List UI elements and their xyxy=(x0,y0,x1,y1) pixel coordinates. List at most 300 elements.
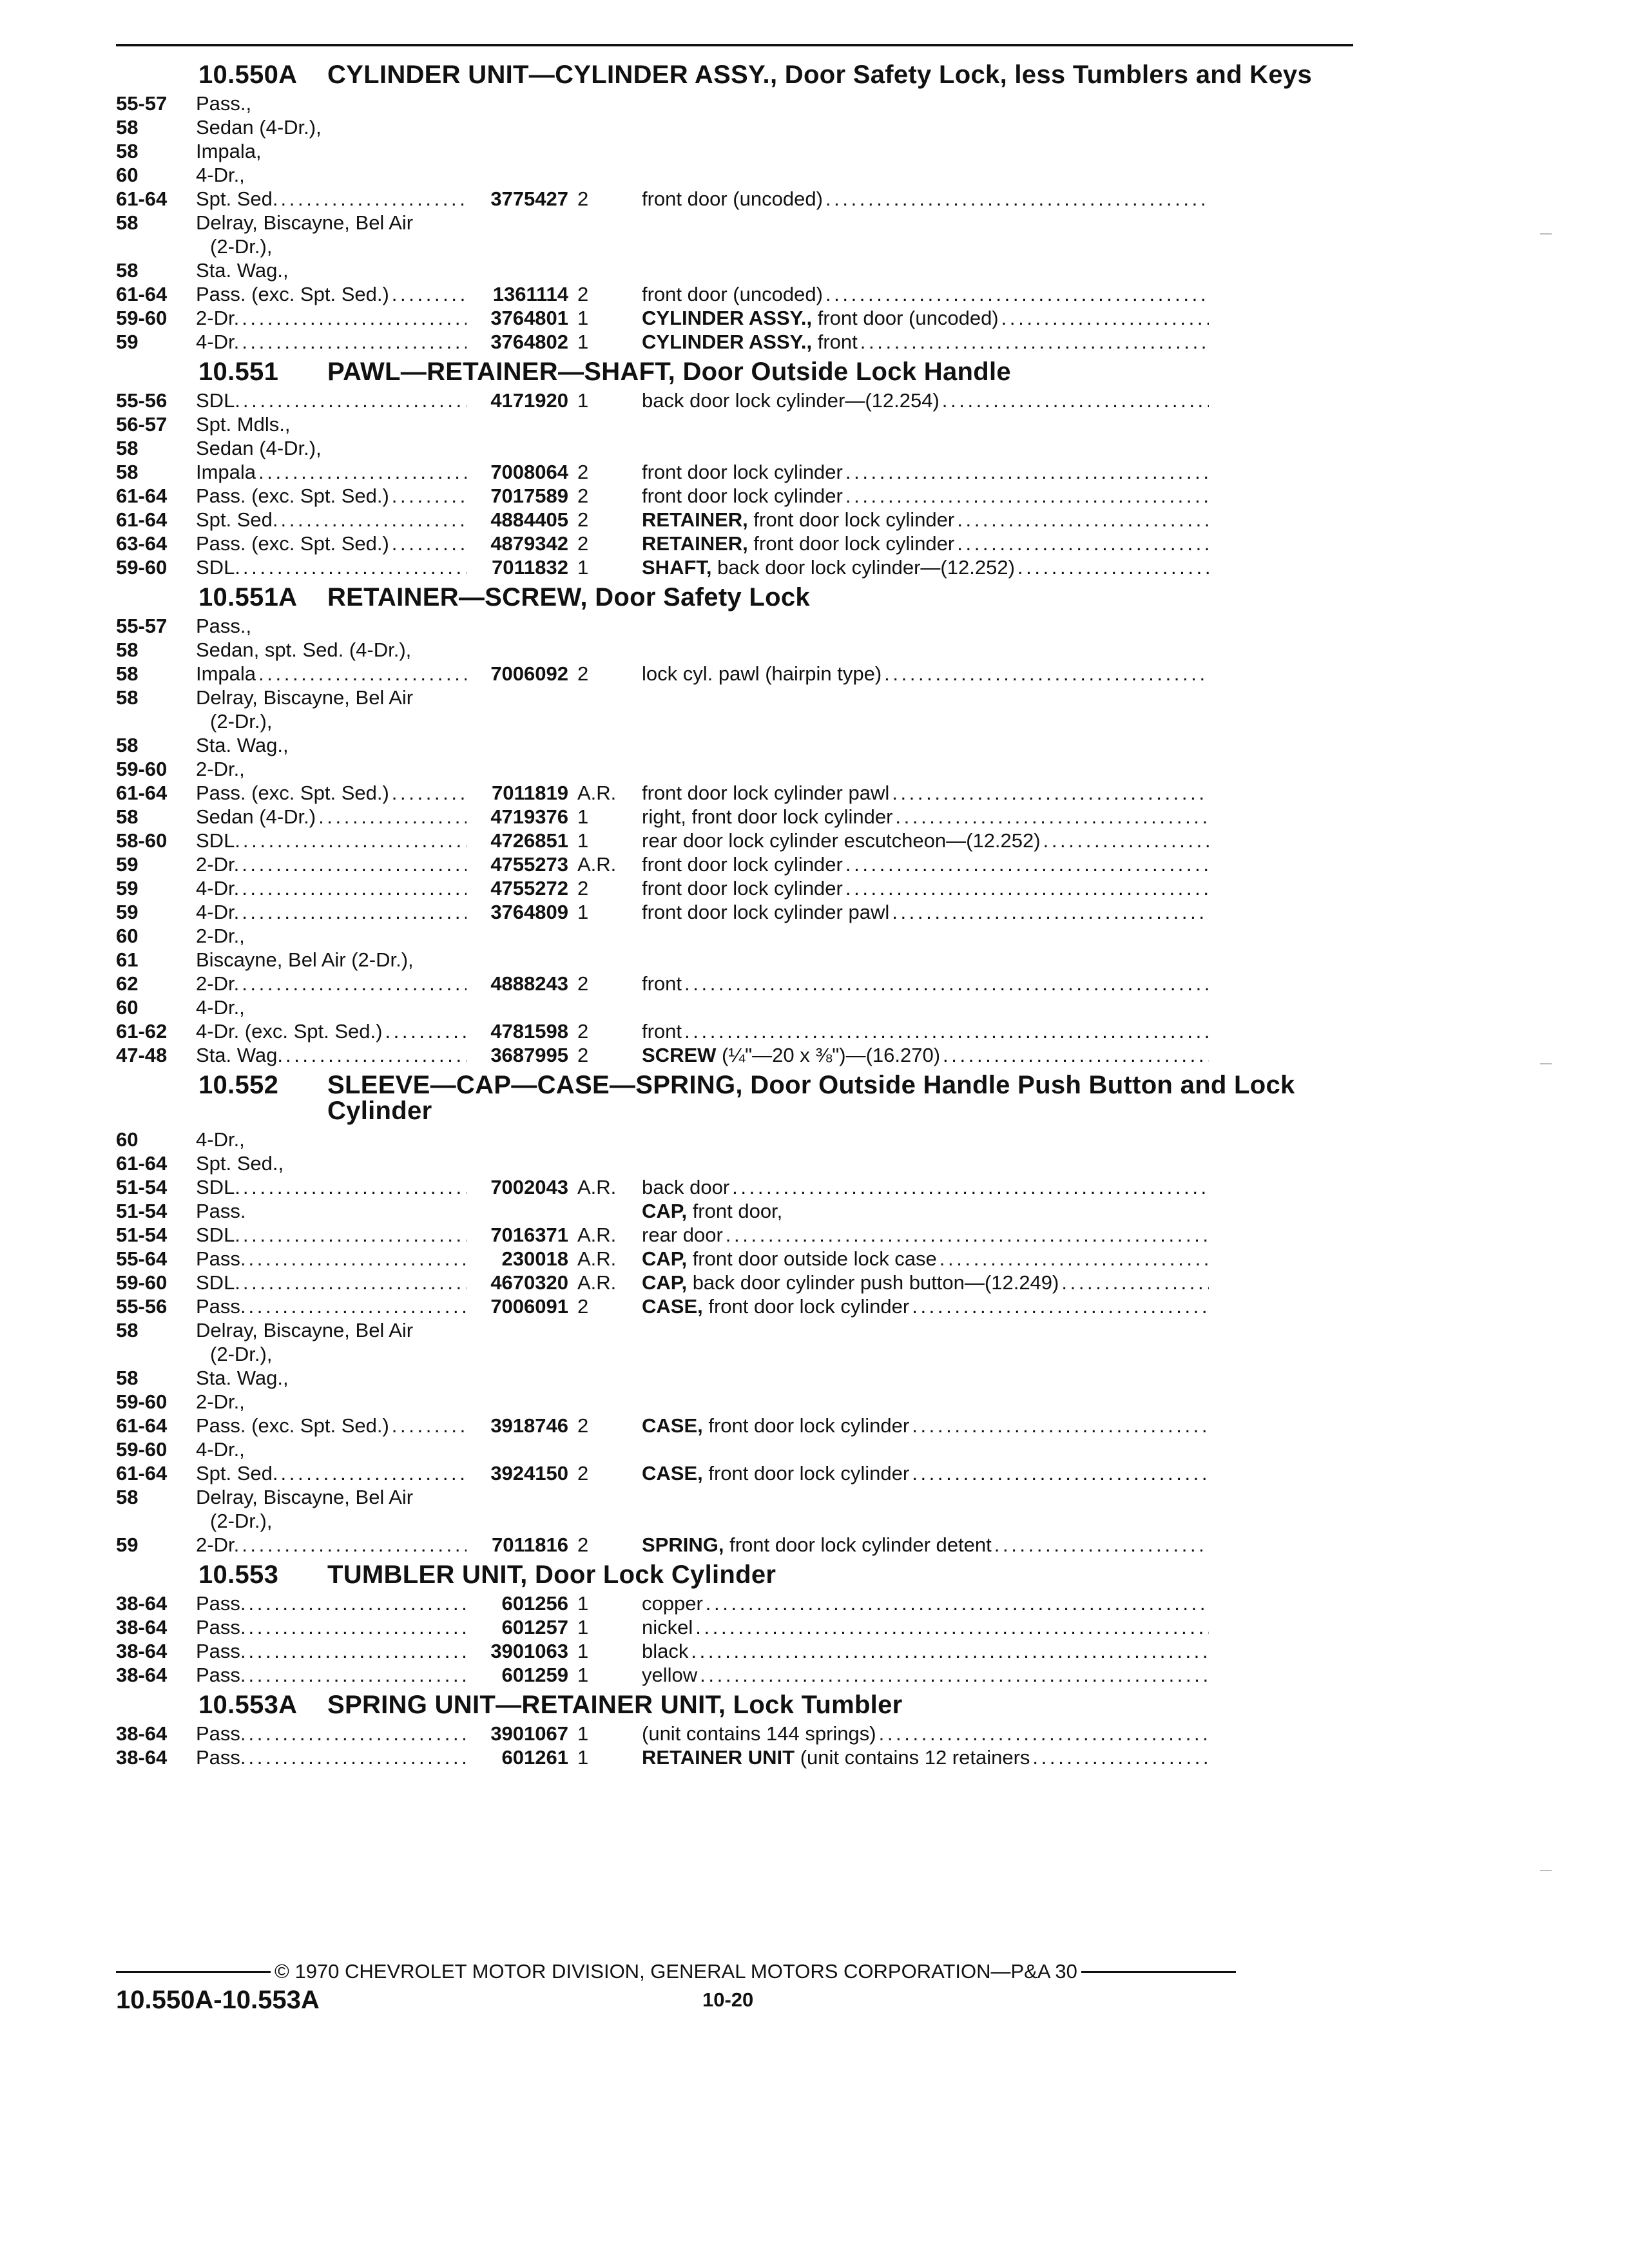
part-number xyxy=(467,1151,568,1175)
dot-leader xyxy=(249,1663,467,1687)
model-text: Sta. Wag., xyxy=(196,259,289,282)
quantity xyxy=(568,1485,625,1509)
part-description xyxy=(642,1722,1209,1745)
part-number xyxy=(467,709,568,733)
dot-leader xyxy=(416,211,467,235)
part-description xyxy=(642,115,1209,139)
description-detail: front door lock cylinder xyxy=(702,1414,910,1437)
model-years: 58 xyxy=(116,461,139,483)
model-years: 59-60 xyxy=(116,1438,168,1461)
model-application xyxy=(196,805,467,829)
part-description xyxy=(642,1175,1209,1199)
model-text: (2-Dr.), xyxy=(210,1343,273,1365)
model-application xyxy=(196,709,467,733)
description-detail: black xyxy=(642,1640,689,1662)
dot-leader xyxy=(242,1533,467,1557)
parts-row xyxy=(116,1745,1353,1769)
part-number xyxy=(467,1437,568,1461)
quantity: 1 xyxy=(577,805,589,828)
model-text: Pass. xyxy=(196,1247,246,1270)
description-text xyxy=(642,508,954,532)
model-application xyxy=(196,1615,467,1639)
part-number: 7016371 xyxy=(490,1224,568,1246)
model-application xyxy=(196,532,467,555)
dot-leader xyxy=(416,686,467,709)
quantity: 1 xyxy=(577,331,589,353)
quantity: 1 xyxy=(577,556,589,579)
quantity: 2 xyxy=(577,1295,589,1318)
part-number xyxy=(467,235,568,258)
description-detail: front door lock cylinder xyxy=(702,1295,910,1318)
model-years: 61-62 xyxy=(116,1020,168,1043)
quantity: 1 xyxy=(577,1722,589,1745)
model-text: SDL. xyxy=(196,556,240,579)
parts-row xyxy=(116,211,1353,235)
part-description xyxy=(642,412,1209,436)
part-description xyxy=(642,614,1209,638)
description-detail: front door outside lock case xyxy=(687,1247,937,1270)
quantity: 1 xyxy=(577,1746,589,1769)
part-number: 4670320 xyxy=(490,1271,568,1294)
part-description xyxy=(642,900,1209,924)
part-number: 3687995 xyxy=(490,1044,568,1066)
dot-leader xyxy=(247,1437,467,1461)
description-detail: front door lock cylinder xyxy=(747,508,955,531)
part-description xyxy=(642,1247,1209,1271)
part-description xyxy=(642,211,1209,235)
part-number: 3775427 xyxy=(490,187,568,210)
description-detail: right, front door lock cylinder xyxy=(642,805,893,828)
part-description xyxy=(642,1151,1209,1175)
parts-row xyxy=(116,1223,1353,1247)
model-text: Pass. xyxy=(196,1746,246,1769)
model-application xyxy=(196,115,467,139)
model-application xyxy=(196,187,467,211)
quantity xyxy=(568,211,625,235)
parts-row xyxy=(116,1533,1353,1557)
quantity: 2 xyxy=(577,461,589,483)
description-text xyxy=(642,829,1041,852)
model-years: 38-64 xyxy=(116,1664,168,1686)
description-text xyxy=(642,1414,909,1437)
dot-leader xyxy=(845,876,1209,900)
description-detail: front door (uncoded) xyxy=(642,283,823,305)
part-description xyxy=(642,306,1209,330)
parts-row xyxy=(116,258,1353,282)
description-detail: back door xyxy=(642,1176,730,1198)
description-keyword: RETAINER, xyxy=(642,508,748,531)
parts-row xyxy=(116,1247,1353,1271)
model-years: 63-64 xyxy=(116,532,168,555)
dot-leader xyxy=(392,282,467,306)
model-text: Sedan, spt. Sed. (4-Dr.), xyxy=(196,639,412,661)
dot-leader xyxy=(879,1722,1209,1745)
part-description xyxy=(642,805,1209,829)
parts-row xyxy=(116,1509,1353,1533)
model-years: 58 xyxy=(116,639,139,661)
model-text: Pass. xyxy=(196,1616,246,1639)
description-keyword: CASE, xyxy=(642,1414,703,1437)
part-number xyxy=(467,614,568,638)
quantity: 1 xyxy=(577,307,589,329)
description-keyword: SHAFT, xyxy=(642,556,712,579)
model-application xyxy=(196,1151,467,1175)
dot-leader xyxy=(416,1485,467,1509)
description-text xyxy=(642,1019,682,1043)
parts-row xyxy=(116,995,1353,1019)
dot-leader xyxy=(706,1591,1209,1615)
quantity xyxy=(568,1437,625,1461)
part-number: 7006091 xyxy=(490,1295,568,1318)
section-title: SLEEVE—CAP—CASE—SPRING, Door Outside Handle Push Button and Lock Cylinder xyxy=(327,1071,1295,1125)
parts-row xyxy=(116,662,1353,686)
section-heading xyxy=(116,1687,1353,1722)
dot-leader xyxy=(895,805,1209,829)
description-text xyxy=(642,389,940,412)
description-text xyxy=(642,1199,782,1223)
description-detail: rear door lock cylinder escutcheon—(12.252) xyxy=(642,829,1041,852)
quantity: 2 xyxy=(577,485,589,507)
model-years: 58 xyxy=(116,437,139,459)
quantity: 1 xyxy=(577,389,589,412)
model-years: 38-64 xyxy=(116,1592,168,1615)
dot-leader xyxy=(275,709,467,733)
model-application xyxy=(196,1199,467,1223)
part-number xyxy=(467,91,568,115)
dot-leader xyxy=(247,1128,467,1151)
model-application xyxy=(196,1485,467,1509)
description-text xyxy=(642,1745,1030,1769)
part-description xyxy=(642,1199,1209,1223)
model-years: 59-60 xyxy=(116,307,168,329)
model-application xyxy=(196,412,467,436)
dot-leader xyxy=(242,972,467,995)
description-text xyxy=(642,555,1015,579)
parts-row xyxy=(116,282,1353,306)
model-application xyxy=(196,1414,467,1437)
parts-row xyxy=(116,1639,1353,1663)
description-text xyxy=(642,876,843,900)
part-number: 3764809 xyxy=(490,901,568,923)
description-keyword: CAP, xyxy=(642,1247,688,1270)
part-number xyxy=(467,1342,568,1366)
model-text: Pass. xyxy=(196,1592,246,1615)
parts-row xyxy=(116,1722,1353,1745)
model-application xyxy=(196,829,467,852)
parts-row xyxy=(116,412,1353,436)
section-heading xyxy=(116,1067,1353,1128)
parts-row xyxy=(116,1366,1353,1390)
model-text: Spt. Sed. xyxy=(196,508,278,531)
model-text: Pass. (exc. Spt. Sed.) xyxy=(196,283,389,305)
part-number xyxy=(467,211,568,235)
part-description xyxy=(642,1437,1209,1461)
dot-leader xyxy=(249,1591,467,1615)
part-number xyxy=(467,1366,568,1390)
model-text: (2-Dr.), xyxy=(210,710,273,733)
part-description xyxy=(642,1223,1209,1247)
model-application xyxy=(196,460,467,484)
quantity xyxy=(568,139,625,163)
model-years: 56-57 xyxy=(116,413,168,436)
part-description xyxy=(642,484,1209,508)
parts-row xyxy=(116,709,1353,733)
part-number xyxy=(467,995,568,1019)
footer-section-range: 10.550A-10.553A xyxy=(116,1986,320,2014)
model-application xyxy=(196,995,467,1019)
parts-row xyxy=(116,1043,1353,1067)
dot-leader xyxy=(416,1318,467,1342)
model-application xyxy=(196,614,467,638)
quantity: 2 xyxy=(577,662,589,685)
model-text: Pass. xyxy=(196,1664,246,1686)
part-number: 7011816 xyxy=(492,1533,568,1556)
parts-row xyxy=(116,733,1353,757)
part-description xyxy=(642,781,1209,805)
section-title: SPRING UNIT—RETAINER UNIT, Lock Tumbler xyxy=(327,1691,903,1719)
quantity: 1 xyxy=(577,1592,589,1615)
dot-leader xyxy=(884,662,1209,686)
description-text xyxy=(642,282,823,306)
part-number xyxy=(467,733,568,757)
description-keyword: CASE, xyxy=(642,1462,703,1485)
section-number: 10.551A xyxy=(198,583,298,611)
quantity: 2 xyxy=(577,1044,589,1066)
model-text: 4-Dr. (exc. Spt. Sed.) xyxy=(196,1020,383,1043)
part-number: 601256 xyxy=(501,1592,568,1615)
part-description xyxy=(642,1128,1209,1151)
dot-leader xyxy=(324,436,467,460)
description-text xyxy=(642,1175,729,1199)
model-application xyxy=(196,948,467,972)
dot-leader xyxy=(684,972,1209,995)
model-application xyxy=(196,436,467,460)
description-text xyxy=(642,330,858,354)
part-description xyxy=(642,972,1209,995)
part-number: 4884405 xyxy=(490,508,568,531)
part-number xyxy=(467,1509,568,1533)
quantity: 2 xyxy=(577,972,589,995)
part-description xyxy=(642,532,1209,555)
parts-row xyxy=(116,139,1353,163)
parts-row xyxy=(116,1390,1353,1414)
part-description xyxy=(642,1663,1209,1687)
model-application xyxy=(196,1342,467,1366)
model-application xyxy=(196,1247,467,1271)
quantity xyxy=(568,948,625,972)
description-detail: front door lock cylinder xyxy=(747,532,955,555)
part-description xyxy=(642,1390,1209,1414)
quantity xyxy=(568,235,625,258)
model-years: 59-60 xyxy=(116,758,168,780)
description-detail: rear door xyxy=(642,1224,723,1246)
quantity: 2 xyxy=(577,1462,589,1485)
part-number xyxy=(467,115,568,139)
model-years: 55-57 xyxy=(116,615,168,637)
scan-speck xyxy=(1540,1063,1552,1064)
description-keyword: SPRING, xyxy=(642,1533,724,1556)
dot-leader xyxy=(732,1175,1209,1199)
part-number: 230018 xyxy=(501,1247,568,1270)
model-application xyxy=(196,852,467,876)
description-detail: lock cyl. pawl (hairpin type) xyxy=(642,662,882,685)
model-years: 55-57 xyxy=(116,92,168,115)
model-years: 38-64 xyxy=(116,1616,168,1639)
parts-row xyxy=(116,829,1353,852)
parts-row xyxy=(116,876,1353,900)
model-years: 58 xyxy=(116,116,139,139)
dot-leader xyxy=(860,330,1209,354)
model-application xyxy=(196,330,467,354)
model-text: 2-Dr., xyxy=(196,1390,245,1413)
model-years: 61-64 xyxy=(116,485,168,507)
dot-leader xyxy=(943,1043,1209,1067)
model-years: 60 xyxy=(116,164,139,186)
model-years: 38-64 xyxy=(116,1722,168,1745)
dot-leader xyxy=(695,1615,1209,1639)
model-application xyxy=(196,139,467,163)
part-description xyxy=(642,187,1209,211)
parts-row xyxy=(116,508,1353,532)
parts-row xyxy=(116,1175,1353,1199)
part-description xyxy=(642,1271,1209,1294)
dot-leader xyxy=(275,1342,467,1366)
dot-leader xyxy=(416,948,467,972)
description-text xyxy=(642,972,682,995)
dot-leader xyxy=(247,757,467,781)
part-description xyxy=(642,1366,1209,1390)
part-description xyxy=(642,1043,1209,1067)
parts-row xyxy=(116,1485,1353,1509)
part-number xyxy=(467,948,568,972)
model-application xyxy=(196,508,467,532)
quantity xyxy=(568,258,625,282)
model-text: Sta. Wag., xyxy=(196,734,289,756)
model-application xyxy=(196,91,467,115)
model-text: 2-Dr., xyxy=(196,758,245,780)
description-keyword: CAP, xyxy=(642,1271,688,1294)
model-text: 4-Dr., xyxy=(196,996,245,1019)
model-application xyxy=(196,1437,467,1461)
model-text: Pass. (exc. Spt. Sed.) xyxy=(196,782,389,804)
part-description xyxy=(642,924,1209,948)
description-text xyxy=(642,1271,1059,1294)
section-number: 10.550A xyxy=(198,61,298,89)
model-text: (2-Dr.), xyxy=(210,1510,273,1532)
model-text: Spt. Sed., xyxy=(196,1152,284,1175)
model-text: Spt. Sed. xyxy=(196,187,278,210)
model-years: 58 xyxy=(116,1486,139,1508)
quantity xyxy=(568,1366,625,1390)
footer-page-number: 10-20 xyxy=(702,1988,754,2011)
model-years: 38-64 xyxy=(116,1640,168,1662)
description-text xyxy=(642,1639,688,1663)
model-text: 2-Dr. xyxy=(196,853,240,876)
part-number: 7017589 xyxy=(490,485,568,507)
part-description xyxy=(642,258,1209,282)
dot-leader xyxy=(414,638,467,662)
parts-row xyxy=(116,532,1353,555)
dot-leader xyxy=(243,1223,467,1247)
parts-row xyxy=(116,805,1353,829)
quantity: A.R. xyxy=(577,1247,617,1270)
model-text: Impala, xyxy=(196,140,262,162)
quantity xyxy=(568,412,625,436)
model-text: Spt. Sed. xyxy=(196,1462,278,1485)
model-text: 4-Dr. xyxy=(196,877,240,899)
model-years: 58 xyxy=(116,662,139,685)
quantity xyxy=(568,91,625,115)
dot-leader xyxy=(726,1223,1209,1247)
model-application xyxy=(196,1175,467,1199)
dot-leader xyxy=(825,187,1209,211)
part-description xyxy=(642,91,1209,115)
model-text: Pass. (exc. Spt. Sed.) xyxy=(196,485,389,507)
model-text: Pass. xyxy=(196,1722,246,1745)
part-description xyxy=(642,948,1209,972)
model-years: 59-60 xyxy=(116,556,168,579)
model-text: Sta. Wag., xyxy=(196,1367,289,1389)
part-number xyxy=(467,638,568,662)
part-number xyxy=(467,757,568,781)
model-application xyxy=(196,282,467,306)
model-application xyxy=(196,1639,467,1663)
model-text: Sedan (4-Dr.), xyxy=(196,437,322,459)
model-text: Delray, Biscayne, Bel Air xyxy=(196,1486,414,1508)
dot-leader xyxy=(291,733,467,757)
top-rule xyxy=(116,44,1353,46)
part-number xyxy=(467,686,568,709)
model-text: Delray, Biscayne, Bel Air xyxy=(196,211,414,234)
model-years: 61-64 xyxy=(116,283,168,305)
model-text: 4-Dr. xyxy=(196,901,240,923)
dot-leader xyxy=(385,1019,467,1043)
description-detail: front door lock cylinder xyxy=(642,853,843,876)
quantity xyxy=(568,1318,625,1342)
quantity xyxy=(568,709,625,733)
parts-row xyxy=(116,187,1353,211)
model-years: 60 xyxy=(116,1128,139,1151)
model-years: 58 xyxy=(116,805,139,828)
parts-row xyxy=(116,555,1353,579)
dot-leader xyxy=(942,389,1209,412)
model-years: 59 xyxy=(116,877,139,899)
model-years xyxy=(116,235,196,258)
model-application xyxy=(196,235,467,258)
dot-leader xyxy=(249,1615,467,1639)
dot-leader xyxy=(285,1043,467,1067)
parts-row xyxy=(116,614,1353,638)
model-application xyxy=(196,1128,467,1151)
model-years: 51-54 xyxy=(116,1224,168,1246)
part-number xyxy=(467,436,568,460)
parts-row xyxy=(116,948,1353,972)
part-number: 3901063 xyxy=(490,1640,568,1662)
part-description xyxy=(642,1615,1209,1639)
dot-leader xyxy=(243,1271,467,1294)
model-application xyxy=(196,258,467,282)
part-description xyxy=(642,1342,1209,1366)
model-application xyxy=(196,686,467,709)
model-application xyxy=(196,662,467,686)
part-description xyxy=(642,1533,1209,1557)
model-text: Sedan (4-Dr.), xyxy=(196,116,322,139)
model-years: 61 xyxy=(116,948,139,971)
description-text xyxy=(642,1461,909,1485)
model-years: 60 xyxy=(116,925,139,947)
description-text xyxy=(642,1591,703,1615)
description-detail: (unit contains 12 retainers xyxy=(795,1746,1030,1769)
